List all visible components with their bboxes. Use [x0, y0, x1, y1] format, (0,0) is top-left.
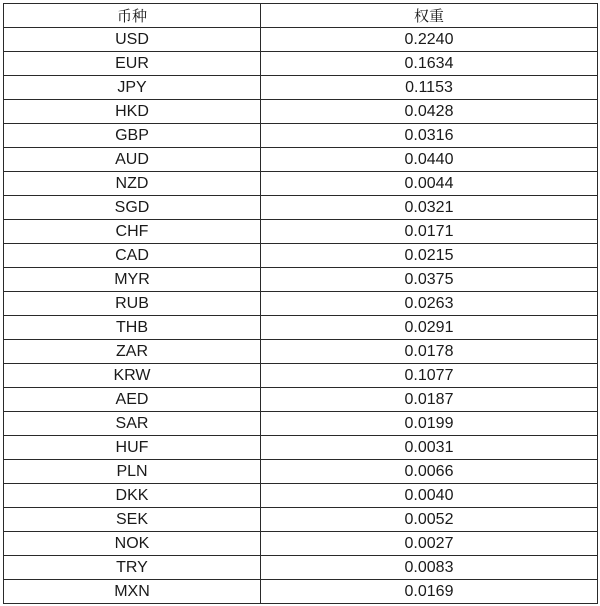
currency-cell: HKD — [4, 100, 261, 124]
currency-cell: JPY — [4, 76, 261, 100]
table-row — [4, 436, 598, 460]
table-row — [4, 556, 598, 580]
currency-cell: CAD — [4, 244, 261, 268]
weight-cell: 0.0321 — [261, 196, 598, 220]
weight-cell: 0.0187 — [261, 388, 598, 412]
weight-cell: 0.0375 — [261, 268, 598, 292]
currency-cell: NOK — [4, 532, 261, 556]
table-row — [4, 508, 598, 532]
table-row — [4, 28, 598, 52]
currency-cell: KRW — [4, 364, 261, 388]
currency-cell: USD — [4, 28, 261, 52]
weight-cell: 0.0291 — [261, 316, 598, 340]
weight-cell: 0.0171 — [261, 220, 598, 244]
table-row — [4, 460, 598, 484]
table-row — [4, 412, 598, 436]
table-row — [4, 100, 598, 124]
table-row — [4, 220, 598, 244]
currency-cell: SGD — [4, 196, 261, 220]
weight-cell: 0.2240 — [261, 28, 598, 52]
table-header — [4, 4, 598, 28]
table-row — [4, 52, 598, 76]
header-weight: 权重 — [261, 4, 598, 28]
weight-cell: 0.0178 — [261, 340, 598, 364]
currency-weight-table — [3, 3, 598, 604]
weight-cell: 0.0044 — [261, 172, 598, 196]
currency-cell: TRY — [4, 556, 261, 580]
weight-cell: 0.0316 — [261, 124, 598, 148]
currency-cell: AED — [4, 388, 261, 412]
table-row — [4, 172, 598, 196]
weight-cell: 0.0083 — [261, 556, 598, 580]
currency-cell: GBP — [4, 124, 261, 148]
currency-weight-table-container — [3, 3, 597, 604]
table-row — [4, 316, 598, 340]
weight-cell: 0.0169 — [261, 580, 598, 604]
table-row — [4, 580, 598, 604]
table-row — [4, 76, 598, 100]
table-row — [4, 388, 598, 412]
weight-cell: 0.0031 — [261, 436, 598, 460]
table-row — [4, 148, 598, 172]
header-row — [4, 4, 598, 28]
table-row — [4, 244, 598, 268]
weight-cell: 0.0027 — [261, 532, 598, 556]
currency-cell: SAR — [4, 412, 261, 436]
currency-cell: PLN — [4, 460, 261, 484]
table-row — [4, 196, 598, 220]
currency-cell: MYR — [4, 268, 261, 292]
weight-cell: 0.0040 — [261, 484, 598, 508]
table-row — [4, 268, 598, 292]
currency-cell: RUB — [4, 292, 261, 316]
weight-cell: 0.0066 — [261, 460, 598, 484]
table-row — [4, 484, 598, 508]
table-row — [4, 340, 598, 364]
currency-cell: DKK — [4, 484, 261, 508]
weight-cell: 0.0263 — [261, 292, 598, 316]
weight-cell: 0.1077 — [261, 364, 598, 388]
table-row — [4, 532, 598, 556]
table-row — [4, 124, 598, 148]
table-body — [4, 28, 598, 604]
weight-cell: 0.0199 — [261, 412, 598, 436]
currency-cell: SEK — [4, 508, 261, 532]
currency-cell: THB — [4, 316, 261, 340]
weight-cell: 0.0215 — [261, 244, 598, 268]
weight-cell: 0.0052 — [261, 508, 598, 532]
currency-cell: ZAR — [4, 340, 261, 364]
weight-cell: 0.1153 — [261, 76, 598, 100]
currency-cell: MXN — [4, 580, 261, 604]
currency-cell: HUF — [4, 436, 261, 460]
table-row — [4, 292, 598, 316]
currency-cell: AUD — [4, 148, 261, 172]
currency-cell: EUR — [4, 52, 261, 76]
weight-cell: 0.1634 — [261, 52, 598, 76]
table-row — [4, 364, 598, 388]
weight-cell: 0.0440 — [261, 148, 598, 172]
currency-cell: NZD — [4, 172, 261, 196]
currency-cell: CHF — [4, 220, 261, 244]
weight-cell: 0.0428 — [261, 100, 598, 124]
header-currency: 币种 — [4, 4, 261, 28]
